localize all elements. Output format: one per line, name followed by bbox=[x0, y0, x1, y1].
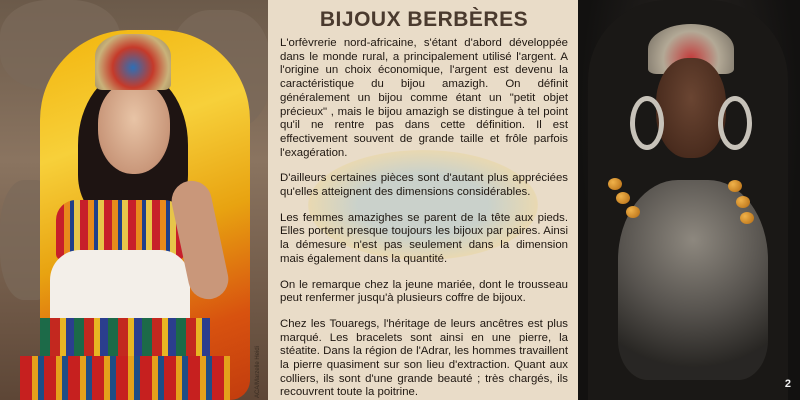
paragraph: D'ailleurs certaines pièces sont d'autant plus appréciées qu'elles atteignent des dimensions considérables. bbox=[280, 172, 568, 199]
page-title: BIJOUX BERBÈRES bbox=[319, 8, 529, 31]
photo-tuareg-woman bbox=[578, 0, 800, 400]
photo-kabyle-woman bbox=[0, 0, 268, 400]
earring bbox=[630, 96, 664, 150]
article bbox=[268, 0, 578, 400]
paragraph: On le remarque chez la jeune mariée, dont le trousseau peut renfermer jusqu'à plusieurs coffre de bijoux. bbox=[280, 278, 568, 305]
paragraph: Chez les Touaregs, l'héritage de leurs ancêtres est plus marqué. Les bracelets sont ainsi en une pierre, la stéatite. Dans la région de l'Adrar, les hommes travaillent la pierre quasiment sur son lieu d'extraction. Quant aux colliers, ils sont d'une grande beauté ; très chargés, ils recouvrent toute la poitrine. bbox=[280, 317, 568, 399]
necklace bbox=[618, 180, 768, 380]
page-number: 2 bbox=[784, 378, 791, 390]
photo-credit: ACA/Marzelle Heidi bbox=[255, 345, 261, 398]
diadem-jewelry bbox=[95, 34, 171, 90]
paragraph: L'orfèvrerie nord-africaine, s'étant d'abord développée dans le monde rural, a principalement utilisé l'argent. A l'origine un choix économique, l'argent est devenu la caractéristique du bijou amazigh. On définit généralement un bijou comme étant un "petit objet précieux" , mais le bijou amazigh se distingue à tel point qu'il ne rentre pas dans cette définition. Il est effectivement souvent de grande taille et frôle parfois l'exagération. bbox=[280, 37, 568, 159]
paragraph: Les femmes amazighes se parent de la tête aux pieds. Elles portent presque toujours les bijoux par paires. Ainsi la démesure n'est pas seulement dans la dimension mais également dans la quantité. bbox=[280, 211, 568, 265]
earring bbox=[718, 96, 752, 150]
